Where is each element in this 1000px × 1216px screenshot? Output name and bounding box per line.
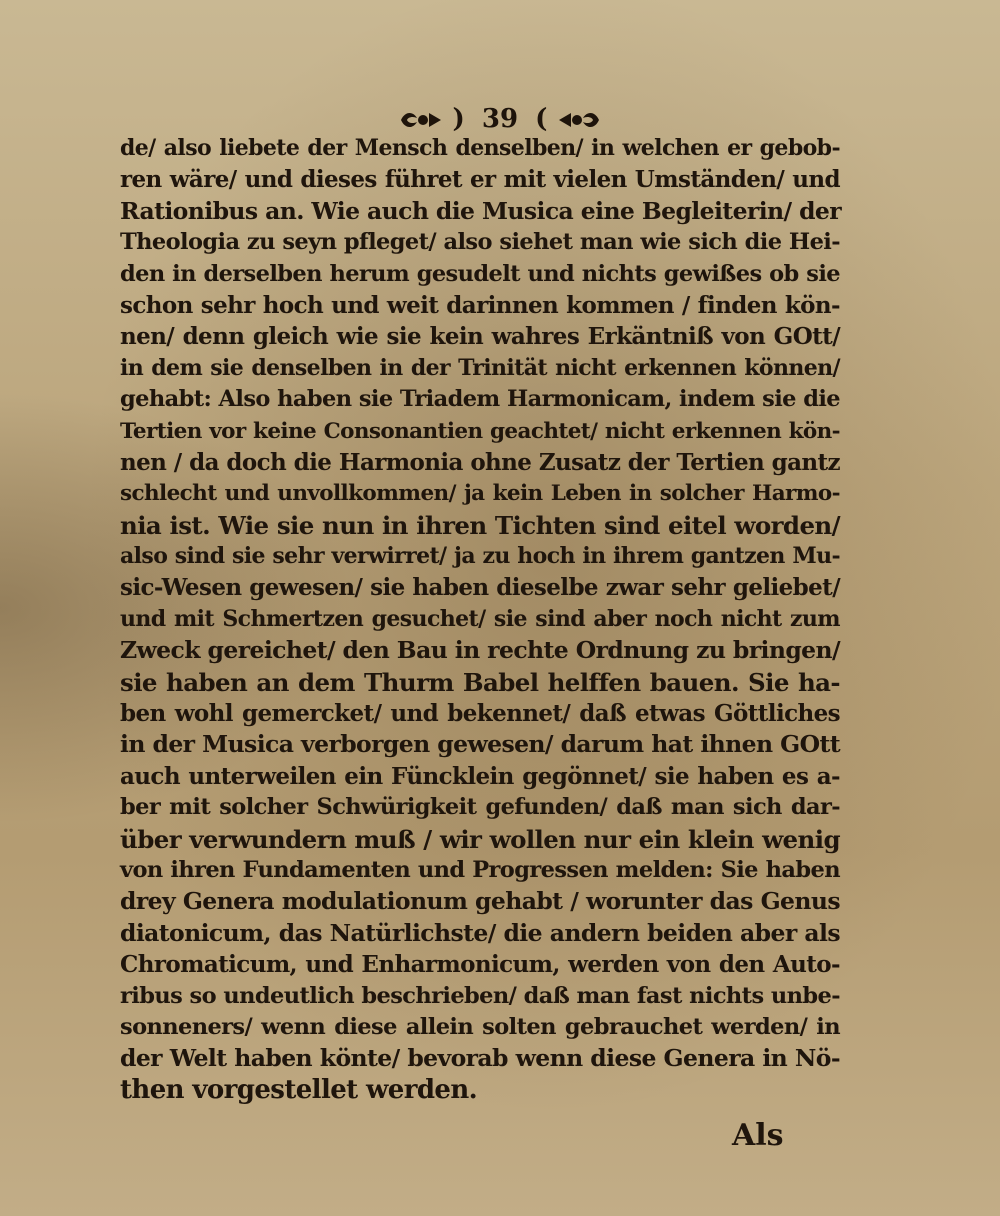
text-line: ben wohl gemercket/ und bekennet/ daß etwas Göttliches (120, 700, 840, 728)
text-line: ber mit solcher Schwürigkeit gefunden/ daß man sich dar- (120, 794, 840, 821)
text-line: Zweck gereichet/ den Bau in rechte Ordnung zu bringen/ (120, 636, 840, 665)
text-line: Chromaticum, und Enharmonicum, werden von den Auto- (120, 951, 840, 979)
text-line: drey Genera modulationum gehabt / worunter das Genus (120, 887, 840, 916)
text-line: auch unterweilen ein Füncklein gegönnet/ sie haben es a- (120, 762, 840, 790)
text-line: über verwundern muß / wir wollen nur ein klein wenig (120, 824, 840, 854)
catchword: Als (732, 1118, 784, 1153)
text-line: von ihren Fundamenten und Progressen melden: Sie haben (120, 856, 840, 883)
right-bracket: ( (535, 104, 548, 134)
text-line: der Welt haben könte/ bevorab wenn diese Genera in Nö- (120, 1044, 840, 1073)
text-line: gehabt: Also haben sie Triadem Harmonicam, indem sie die (120, 386, 840, 413)
text-line: then vorgestellet werden. (120, 1074, 478, 1105)
text-line: Theologia zu seyn pfleget/ also siehet man wie sich die Hei- (120, 229, 840, 256)
page-number: 39 (481, 104, 519, 134)
text-line: nen/ denn gleich wie sie kein wahres Erkäntniß von GOtt/ (120, 323, 840, 351)
text-line: ribus so undeutlich beschrieben/ daß man fast nichts unbe- (120, 982, 840, 1009)
text-line: Rationibus an. Wie auch die Musica eine Begleiterin/ der (120, 196, 842, 225)
text-line: sonneners/ wenn diese allein solten gebrauchet werden/ in (120, 1013, 840, 1040)
left-bracket: ) (452, 104, 465, 134)
text-line: in dem sie denselben in der Trinität nicht erkennen können/ (120, 354, 840, 381)
left-ornament-icon (399, 109, 443, 131)
text-line: schon sehr hoch und weit darinnen kommen / finden kön- (120, 291, 840, 319)
text-line: nia ist. Wie sie nun in ihren Tichten sind eitel worden/ (120, 510, 840, 540)
text-line: sie haben an dem Thurm Babel helffen bauen. Sie ha- (120, 667, 840, 697)
text-line: Tertien vor keine Consonantien geachtet/ nicht erkennen kön- (120, 418, 840, 444)
right-ornament-icon (557, 109, 601, 131)
text-line: ren wäre/ und dieses führet er mit vielen Umständen/ und (120, 166, 840, 194)
text-line: schlecht und unvollkommen/ ja kein Leben in solcher Harmo- (120, 481, 840, 507)
text-line: und mit Schmertzen gesuchet/ sie sind aber noch nicht zum (120, 605, 840, 632)
text-line: de/ also liebete der Mensch denselben/ in welchen er gebob- (120, 135, 840, 161)
page-header (0, 104, 1000, 134)
text-line: nen / da doch die Harmonia ohne Zusatz der Tertien gantz (120, 448, 840, 476)
text-line: diatonicum, das Natürlichste/ die andern beiden aber als (120, 918, 840, 947)
text-line: in der Musica verborgen gewesen/ darum hat ihnen GOtt (120, 730, 840, 759)
text-line: also sind sie sehr verwirret/ ja zu hoch in ihrem gantzen Mu- (120, 543, 840, 570)
text-line: sic-Wesen gewesen/ sie haben dieselbe zwar sehr geliebet/ (120, 574, 840, 602)
body-text (120, 133, 840, 1106)
text-line: den in derselben herum gesudelt und nichts gewißes ob sie (120, 260, 840, 287)
